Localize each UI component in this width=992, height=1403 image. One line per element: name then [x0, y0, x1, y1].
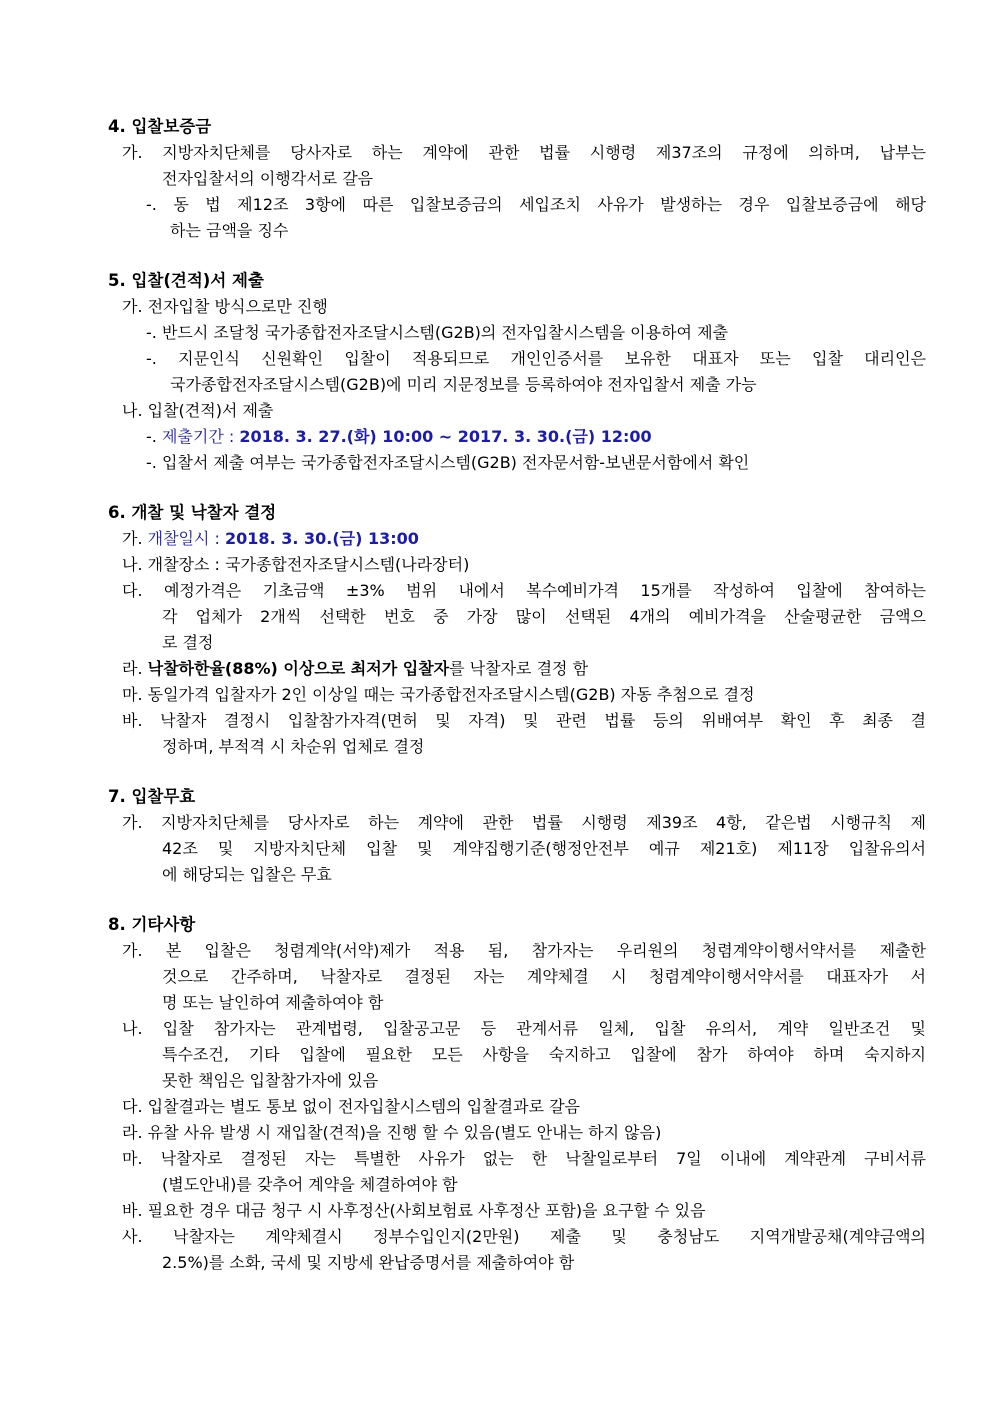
submission-period-label: 제출기간 : — [161, 427, 240, 446]
paragraph-line: 명 또는 날인하여 제출하여야 함 — [162, 993, 384, 1012]
item-prefix: 가. — [122, 529, 148, 548]
paragraph-line: 가. 지방자치단체를 당사자로 하는 계약에 관한 법률 시행령 제39조 4항, 같은법 시행규칙 제 — [122, 813, 926, 832]
paragraph-line: 가. 전자입찰 방식으로만 진행 — [122, 297, 328, 316]
paragraph-line: 나. 입찰(견적)서 제출 — [122, 401, 274, 420]
paragraph-line: 특수조건, 기타 입찰에 필요한 모든 사항을 숙지하고 입찰에 참가 하여야 하며 숙지하지 — [162, 1045, 926, 1064]
paragraph-line: 바. 낙찰자 결정시 입찰참가자격(면허 및 자격) 및 관련 법률 등의 위배여부 확인 후 최종 결 — [122, 711, 926, 730]
paragraph-line: 가. 지방자치단체를 당사자로 하는 계약에 관한 법률 시행령 제37조의 규정에 의하며, 납부는 — [122, 143, 926, 162]
section-title: 5. 입찰(견적)서 제출 — [108, 271, 264, 290]
item-prefix: 라. — [122, 659, 148, 678]
paragraph-line: -. 입찰서 제출 여부는 국가종합전자조달시스템(G2B) 전자문서함-보낸문서함에서 확인 — [146, 453, 750, 472]
section-bid-invalidation — [108, 784, 926, 888]
paragraph-line: 전자입찰서의 이행각서로 갈음 — [162, 169, 374, 188]
paragraph-line: -. 반드시 조달청 국가종합전자조달시스템(G2B)의 전자입찰시스템을 이용하여 제출 — [146, 323, 729, 342]
submission-period-value: 2018. 3. 27.(화) 10:00 ~ 2017. 3. 30.(금) 12:00 — [239, 427, 652, 446]
opening-date-label: 개찰일시 : — [147, 529, 226, 548]
paragraph-line: (별도안내)를 갖추어 계약을 체결하여야 함 — [162, 1175, 458, 1194]
paragraph-line: 다. 예정가격은 기초금액 ±3% 범위 내에서 복수예비가격 15개를 작성하여 입찰에 참여하는 — [122, 581, 926, 600]
section-title: 8. 기타사항 — [108, 915, 196, 934]
section-bid-submission — [108, 268, 926, 476]
opening-date-line — [108, 526, 926, 552]
paragraph-line: 에 해당되는 입찰은 무효 — [162, 865, 332, 884]
section-title: 4. 입찰보증금 — [108, 117, 212, 136]
section-title: 6. 개찰 및 낙찰자 결정 — [108, 503, 277, 522]
section-title: 7. 입찰무효 — [108, 787, 196, 806]
award-criteria-line — [108, 656, 926, 682]
paragraph-line: 못한 책임은 입찰참가자에 있음 — [162, 1071, 379, 1090]
paragraph-line: 다. 입찰결과는 별도 통보 없이 전자입찰시스템의 입찰결과로 갈음 — [122, 1097, 581, 1116]
paragraph-line: 나. 개찰장소 : 국가종합전자조달시스템(나라장터) — [122, 555, 470, 574]
submission-period-line — [108, 424, 926, 450]
paragraph-line: 로 결정 — [162, 633, 214, 652]
paragraph-line: 마. 낙찰자로 결정된 자는 특별한 사유가 없는 한 낙찰일로부터 7일 이내에 계약관계 구비서류 — [122, 1149, 926, 1168]
paragraph-line: 가. 본 입찰은 청렴계약(서약)제가 적용 됨, 참가자는 우리원의 청렴계약이행서약서를 제출한 — [122, 941, 926, 960]
paragraph-line: 정하며, 부적격 시 차순위 업체로 결정 — [162, 737, 425, 756]
section-opening-and-award — [108, 500, 926, 760]
paragraph-line: 2.5%)를 소화, 국세 및 지방세 완납증명서를 제출하여야 함 — [162, 1253, 575, 1272]
paragraph-line: 하는 금액을 징수 — [170, 221, 289, 240]
paragraph-line: 라. 유찰 사유 발생 시 재입찰(견적)을 진행 할 수 있음(별도 안내는 하지 않음) — [122, 1123, 662, 1142]
section-bid-bond — [108, 114, 926, 244]
document-body — [108, 114, 926, 1300]
bullet-prefix: -. — [146, 427, 162, 446]
paragraph-line: -. 지문인식 신원확인 입찰이 적용되므로 개인인증서를 보유한 대표자 또는 입찰 대리인은 — [146, 349, 926, 368]
paragraph-line: 나. 입찰 참가자는 관계법령, 입찰공고문 등 관계서류 일체, 입찰 유의서, 계약 일반조건 및 — [122, 1019, 926, 1038]
paragraph-line: -. 동 법 제12조 3항에 따른 입찰보증금의 세입조치 사유가 발생하는 경우 입찰보증금에 해당 — [146, 195, 926, 214]
paragraph-line: 것으로 간주하며, 낙찰자로 결정된 자는 계약체결 시 청렴계약이행서약서를 대표자가 서 — [162, 967, 926, 986]
award-criteria-bold: 낙찰하한율(88%) 이상으로 최저가 입찰자 — [147, 659, 450, 678]
paragraph-line: 국가종합전자조달시스템(G2B)에 미리 지문정보를 등록하여야 전자입찰서 제출 가능 — [170, 375, 757, 394]
paragraph-line: 바. 필요한 경우 대금 청구 시 사후정산(사회보험료 사후정산 포함)을 요구할 수 있음 — [122, 1201, 706, 1220]
opening-date-value: 2018. 3. 30.(금) 13:00 — [225, 529, 419, 548]
award-criteria-rest: 를 낙찰자로 결정 함 — [449, 659, 589, 678]
paragraph-line: 42조 및 지방자치단체 입찰 및 계약집행기준(행정안전부 예규 제21호) 제11장 입찰유의서 — [162, 839, 926, 858]
paragraph-line: 마. 동일가격 입찰자가 2인 이상일 때는 국가종합전자조달시스템(G2B) 자동 추첨으로 결정 — [122, 685, 755, 704]
section-other-matters — [108, 912, 926, 1276]
paragraph-line: 각 업체가 2개씩 선택한 번호 중 가장 많이 선택된 4개의 예비가격을 산술평균한 금액으 — [162, 607, 926, 626]
paragraph-line: 사. 낙찰자는 계약체결시 정부수입인지(2만원) 제출 및 충청남도 지역개발공채(계약금액의 — [122, 1227, 926, 1246]
